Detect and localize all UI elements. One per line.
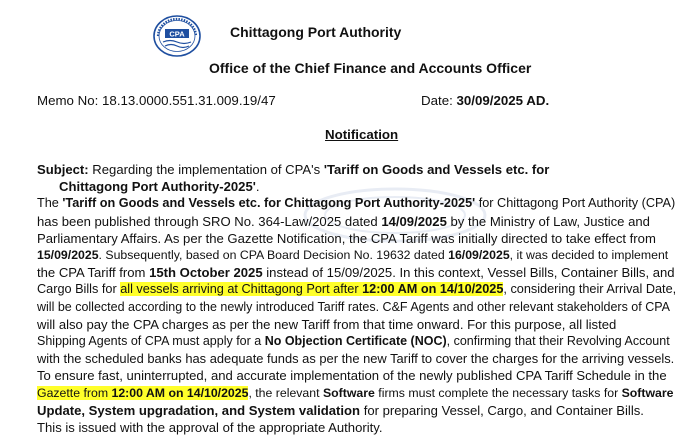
body-line: The 'Tariff on Goods and Vessels etc. for Chittagong Port Authority-2025' for Chittagong Port Authority (CPA): [37, 196, 676, 211]
memo-number: Memo No: 18.13.0000.551.31.009.19/47: [37, 93, 276, 108]
body-line: will be collected according to the newly introduced Tariff rates. C&F Agents and other relevant stakeholders of CPA: [37, 299, 670, 314]
body-line: the CPA Tariff from 15th October 2025 instead of 15/09/2025. In this context, Vessel Bills, Container Bills, and: [37, 265, 675, 281]
subject-line: Subject: Regarding the implementation of CPA's 'Tariff on Goods and Vessels etc. for: [37, 162, 550, 177]
body-line: will also pay the CPA charges as per the new Tariff from that time onward. For this purpose, all listed: [37, 316, 617, 332]
body-line: Cargo Bills for all vessels arriving at Chittagong Port after 12:00 AM on 14/10/2025, considering their Arrival Date,: [37, 282, 677, 297]
memo-date: [421, 93, 549, 108]
body-line: with the scheduled banks has adequate funds as per the new Tariff to cover the charges for the arriving vessels.: [37, 351, 675, 367]
body-line: Parliamentary Affairs. As per the Gazette Notification, the CPA Tariff was initially directed to take effect from: [37, 230, 656, 246]
body-line: This is issued with the approval of the appropriate Authority.: [37, 420, 383, 436]
body-line: To ensure fast, uninterrupted, and accurate implementation of the newly published CPA Tariff Schedule in the: [37, 368, 667, 384]
body-line: has been published through SRO No. 364-Law/2025 dated 14/09/2025 by the Ministry of Law, Justice and: [37, 213, 650, 229]
notification-body: [37, 161, 677, 436]
page-title: Notification: [325, 127, 399, 142]
subject-label: Subject:: [37, 162, 89, 177]
subject-line-2: Chittagong Port Authority-2025'.: [59, 179, 260, 195]
logo-text: CPA: [169, 29, 185, 39]
body-line: 15/09/2025. Subsequently, based on CPA Board Decision No. 19632 dated 16/09/2025, it was decided to implement: [37, 248, 669, 263]
highlight: all vessels arriving at Chittagong Port after 12:00 AM on 14/10/2025: [120, 282, 504, 297]
highlight: Gazette from 12:00 AM on 14/10/2025: [37, 385, 249, 400]
cpa-logo: [152, 14, 202, 58]
body-line: Shipping Agents of CPA must apply for a No Objection Certificate (NOC), confirming that their Revolving Account: [37, 334, 670, 349]
body-line: Gazette from 12:00 AM on 14/10/2025, the relevant Software firms must complete the necessary tasks for Software: [37, 385, 674, 400]
date-value: 30/09/2025 AD.: [456, 93, 550, 108]
office-name: Office of the Chief Finance and Accounts Officer: [209, 60, 532, 76]
organization-name: Chittagong Port Authority: [230, 24, 402, 40]
date-label: Date:: [421, 93, 457, 108]
body-line: Update, System upgradation, and System validation for preparing Vessel, Cargo, and Container Bills.: [37, 402, 644, 418]
